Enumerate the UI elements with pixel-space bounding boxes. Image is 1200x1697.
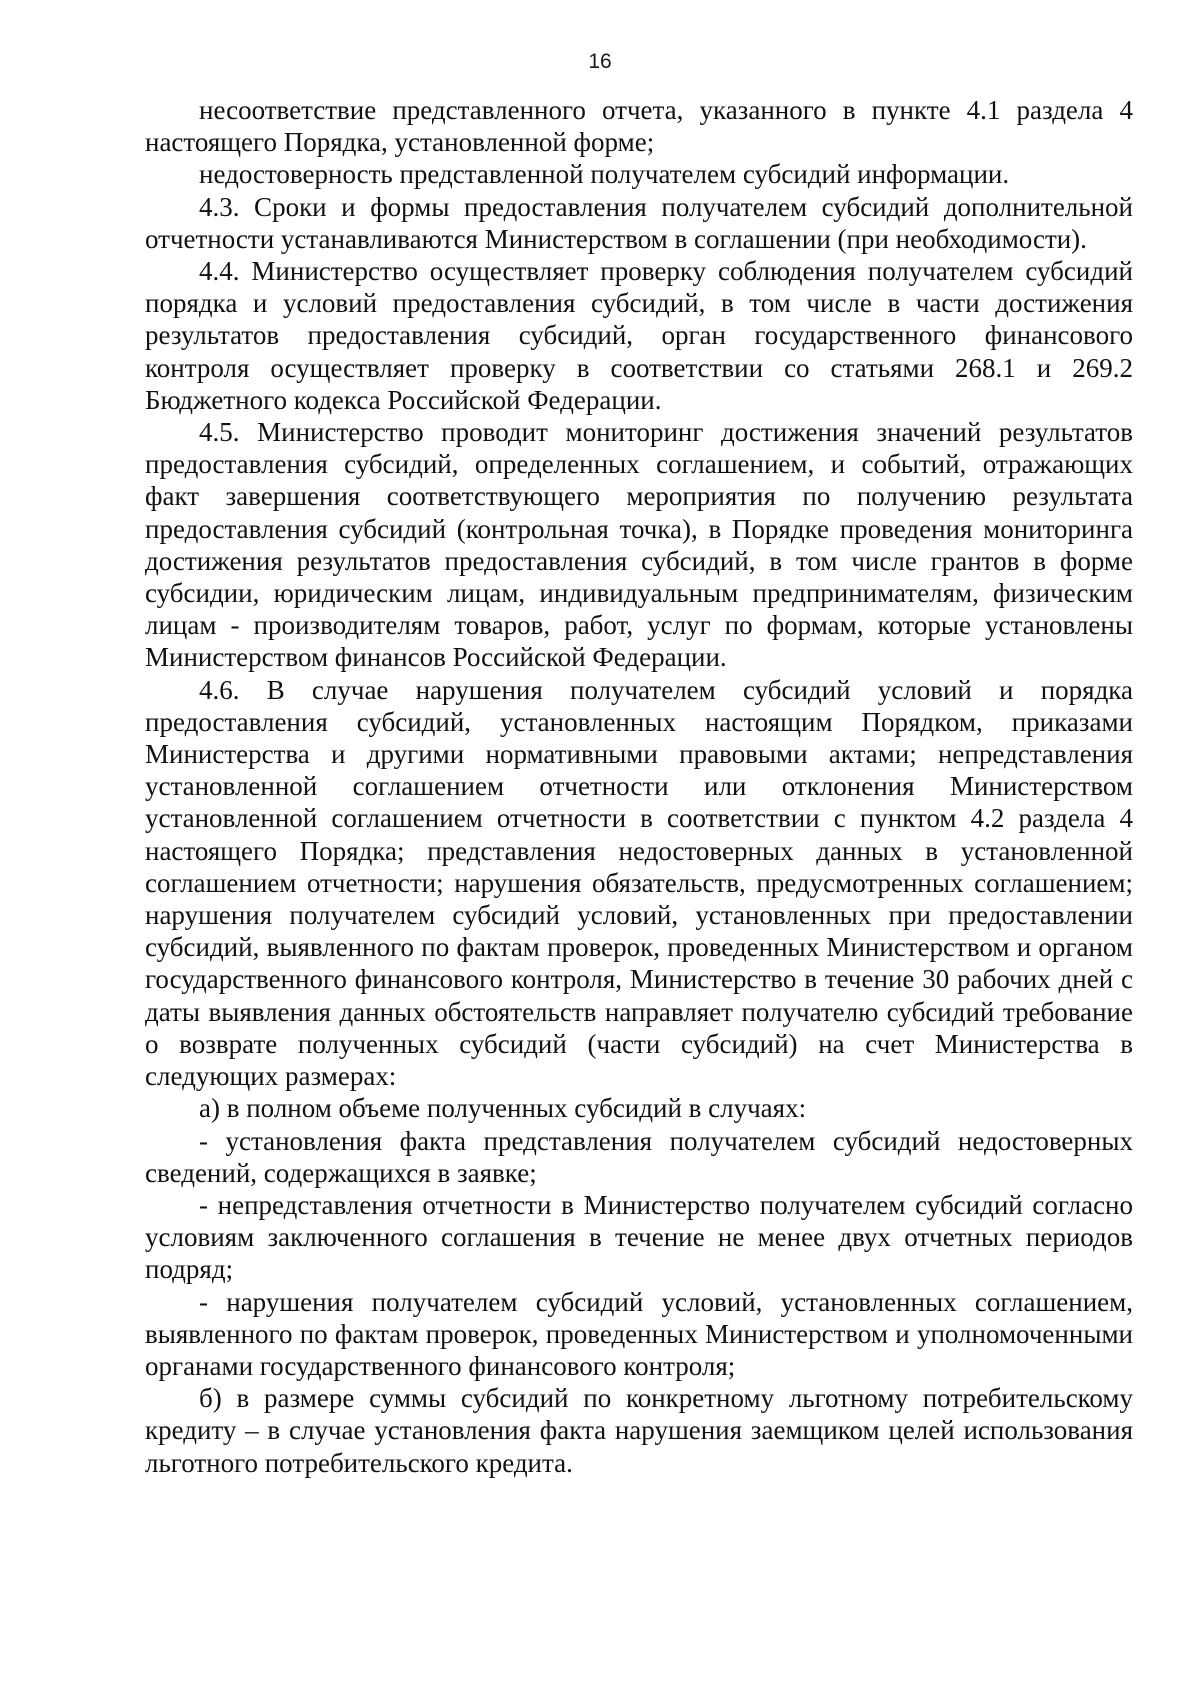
paragraph-4-6-b: б) в размере суммы субсидий по конкретному льготному потребительскому кредиту – в случае установления факта нарушения заемщиком целей использования льготного потребительского кредита. xyxy=(145,1383,1133,1478)
paragraph-4-5: 4.5. Министерство проводит мониторинг достижения значений результатов предоставления субсидий, определенных соглашением, и событий, отражающих факт завершения соответствующего мероприятия по получению результата предоставления субсидий (контрольная точка), в Порядке проведения мониторинга достижения результатов предоставления субсидий, в том числе грантов в форме субсидии, юридическим лицам, индивидуальным предпринимателям, физическим лицам - производителям товаров, работ, услуг по формам, которые установлены Министерством финансов Российской Федерации. xyxy=(145,417,1133,673)
paragraph-4-3: 4.3. Сроки и формы предоставления получателем субсидий дополнительной отчетности устанавливаются Министерством в соглашении (при необходимости). xyxy=(145,191,1133,254)
list-item-conditions-violation: - нарушения получателем субсидий условий, установленных соглашением, выявленного по фактам проверок, проведенных Министерством и уполномоченными органами государственного финансового контроля; xyxy=(145,1286,1133,1381)
paragraph-4-6-a: а) в полном объеме полученных субсидий в случаях: xyxy=(199,1093,807,1124)
document-body xyxy=(145,94,1133,1479)
page-number: 16 xyxy=(588,50,612,73)
list-item-no-reporting: - непредставления отчетности в Министерство получателем субсидий согласно условиям заключенного соглашения в течение не менее двух отчетных периодов подряд; xyxy=(145,1189,1133,1285)
paragraph-4-6: 4.6. В случае нарушения получателем субсидий условий и порядка предоставления субсидий, установленных настоящим Порядком, приказами Министерства и другими нормативными правовыми актами; непредставления установленной соглашением отчетности или отклонения Министерством установленной соглашением отчетности в соответствии с пунктом 4.2 раздела 4 настоящего Порядка; представления недостоверных данных в установленной соглашением отчетности; нарушения обязательств, предусмотренных соглашением; нарушения получателем субсидий условий, установленных при предоставлении субсидий, выявленного по фактам проверок, проведенных Министерством и органом государственного финансового контроля, Министерство в течение 30 рабочих дней с даты выявления данных обстоятельств направляет получателю субсидий требование о возврате полученных субсидий (части субсидий) на счет Министерства в следующих размерах: xyxy=(145,674,1133,1092)
paragraph-report-mismatch: несоответствие представленного отчета, указанного в пункте 4.1 раздела 4 настоящего Порядка, установленной форме; xyxy=(145,95,1133,158)
list-item-false-info: - установления факта представления получателем субсидий недостоверных сведений, содержащихся в заявке; xyxy=(145,1125,1133,1188)
paragraph-4-4: 4.4. Министерство осуществляет проверку соблюдения получателем субсидий порядка и условий предоставления субсидий, в том числе в части достижения результатов предоставления субсидий, орган государственного финансового контроля осуществляет проверку в соответствии со статьями 268.1 и 269.2 Бюджетного кодекса Российской Федерации. xyxy=(145,256,1133,415)
paragraph-unreliable-info: недостоверность представленной получателем субсидий информации. xyxy=(199,159,1010,190)
